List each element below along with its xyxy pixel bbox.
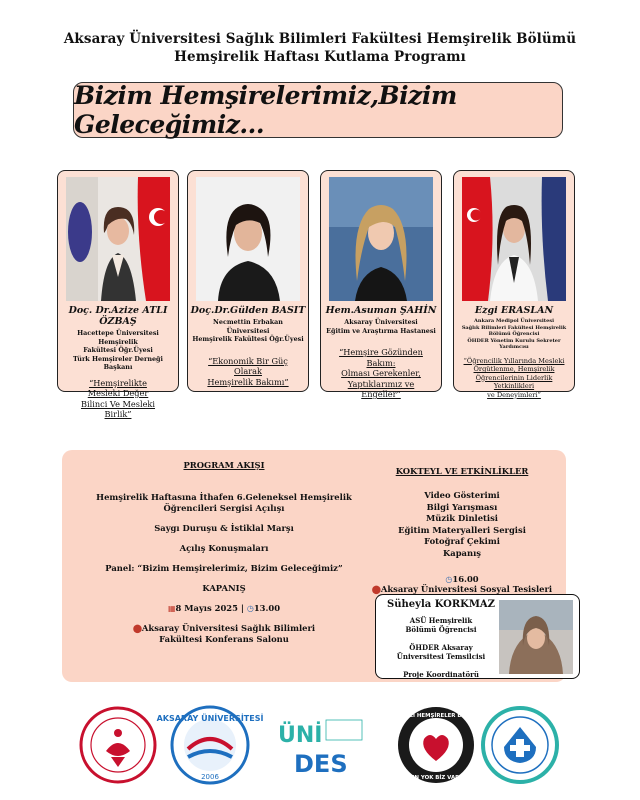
cocktail-time: ◷16.00 [445, 573, 479, 584]
coordinator-info: Süheyla KORKMAZ ASÜ Hemşirelik Bölümü Öğrencisi ÖHDER Aksaray Üniversitesi Temsilcisi Proje Koordinatörü [382, 599, 500, 679]
activity-item: Fotoğraf Çekimi [424, 536, 500, 547]
logo-student-nurses-community [480, 705, 560, 789]
svg-text:ÜNİ: ÜNİ [278, 723, 323, 748]
header [0, 30, 640, 66]
speaker-photo-3 [329, 177, 433, 301]
logo-aksaray-university [156, 705, 264, 789]
pin-icon: ⬤ [371, 583, 381, 594]
logo-ohder [387, 705, 485, 789]
speaker-card-3 [320, 170, 442, 399]
activity-item: Bilgi Yarışması [426, 501, 498, 512]
program-datetime: ▦8 Mayıs 2025 | ◷13.00 [167, 603, 281, 613]
speaker-affiliation-4: Ankara Medipol Üniversitesi Sağlık Bilimleri Fakültesi Hemşirelik Bölümü Öğrencisi ÖHDER Yönetim Kurulu Sekreter Yardımcısı [461, 318, 567, 350]
logo-ministry-seal [78, 705, 158, 789]
header-line1: Aksaray Üniversitesi Sağlık Bilimleri Fakültesi Hemşirelik Bölümü [63, 31, 577, 47]
speaker-topic-4: “Öğrencilik Yıllarında Mesleki Örgütlenme, Hemşirelik Öğrencilerinin Liderlik Yetkinlikleri ve Deneyimleri” [463, 356, 565, 399]
clock-icon: ◷ [246, 603, 254, 613]
program-time: 13.00 [253, 603, 281, 613]
coordinator-card [375, 594, 580, 679]
pin-icon: ⬤ [132, 623, 142, 633]
program-flow [74, 460, 374, 654]
activity-item: Müzik Dinletisi [425, 513, 498, 524]
program-item: KAPANIŞ [202, 583, 246, 593]
header-line2: Hemşirelik Haftası Kutlama Programı [174, 49, 466, 65]
speaker-photo-1 [66, 177, 170, 301]
speaker-name-1: Doç. Dr.Azize ATLI ÖZBAŞ [68, 305, 168, 327]
activity-item: Eğitim Materyalleri Sergisi [398, 524, 526, 535]
program-item: Hemşirelik Haftasına İthafen 6.Geleneksel Hemşirelik Öğrencileri Sergisi Açılışı [96, 492, 352, 513]
svg-text:2006: 2006 [201, 773, 219, 781]
speaker-affiliation-3: Aksaray Üniversitesi Eğitim ve Araştırma Hastanesi [326, 318, 436, 335]
cocktail-venue: ⬤Aksaray Üniversitesi Sosyal Tesisleri [371, 583, 553, 594]
speaker-name-4: Ezgi ERASLAN [474, 305, 554, 316]
program-item: Saygı Duruşu & İstiklal Marşı [154, 523, 294, 533]
speaker-topic-3: “Hemşire Gözünden Bakım: Olması Gerekenler, Yaptıklarımız ve Engeller” [339, 347, 423, 399]
clock-icon: ◷ [445, 573, 453, 584]
speaker-card-4 [453, 170, 575, 399]
speaker-name-3: Hem.Asuman ŞAHİN [325, 305, 437, 316]
program-venue: ⬤Aksaray Üniversitesi Sağlık Bilimleri Fakültesi Konferans Salonu [132, 623, 316, 644]
speaker-affiliation-1: Hacettepe Üniversitesi Hemşirelik Fakültesi Öğr.Üyesi Türk Hemşireler Derneği Başkanı [73, 329, 163, 371]
svg-text:DES: DES [294, 750, 348, 778]
program-title: PROGRAM AKIŞI [183, 460, 265, 470]
cocktail-section [362, 466, 562, 594]
calendar-icon: ▦ [167, 603, 176, 613]
activity-item: Video Gösterimi [424, 490, 500, 500]
program-item: Panel: “Bizim Hemşirelerimiz, Bizim Geleceğimiz” [105, 563, 343, 573]
cocktail-title: KOKTEYL VE ETKİNLİKLER [395, 466, 529, 476]
slogan-text: Bizim Hemşirelerimiz,Bizim Geleceğimiz... [74, 81, 457, 139]
svg-text:AKSARAY ÜNİVERSİTESİ: AKSARAY ÜNİVERSİTESİ [156, 714, 264, 723]
speaker-topic-2: “Ekonomik Bir Güç Olarak Hemşirelik Bakımı” [207, 355, 289, 387]
speaker-photo-2 [196, 177, 300, 301]
program-date: 8 Mayıs 2025 [175, 603, 238, 613]
svg-text:ÖĞRENCİ HEMŞİRELER DERNEĞİ: ÖĞRENCİ HEMŞİRELER DERNEĞİ [387, 713, 485, 719]
speaker-name-2: Doç.Dr.Gülden BASIT [190, 305, 306, 316]
speaker-topic-1: “Hemşirelikte Mesleki Değer Bilinci Ve Mesleki Birlik” [80, 377, 156, 419]
speaker-affiliation-2: Necmettin Erbakan Üniversitesi Hemşirelik Fakültesi Öğr.Üyesi [192, 318, 304, 343]
speaker-card-1 [57, 170, 179, 419]
speaker-photo-4 [462, 177, 566, 301]
coordinator-name: Süheyla KORKMAZ [387, 599, 495, 610]
coordinator-photo [499, 600, 573, 674]
logo-unides [276, 712, 366, 782]
slogan-banner [73, 82, 563, 138]
activity-item: Kapanış [443, 547, 481, 558]
svg-text:BEN YOK BİZ VARIZ: BEN YOK BİZ VARIZ [406, 775, 466, 781]
speaker-card-2 [187, 170, 309, 392]
program-item: Açılış Konuşmaları [179, 543, 269, 553]
